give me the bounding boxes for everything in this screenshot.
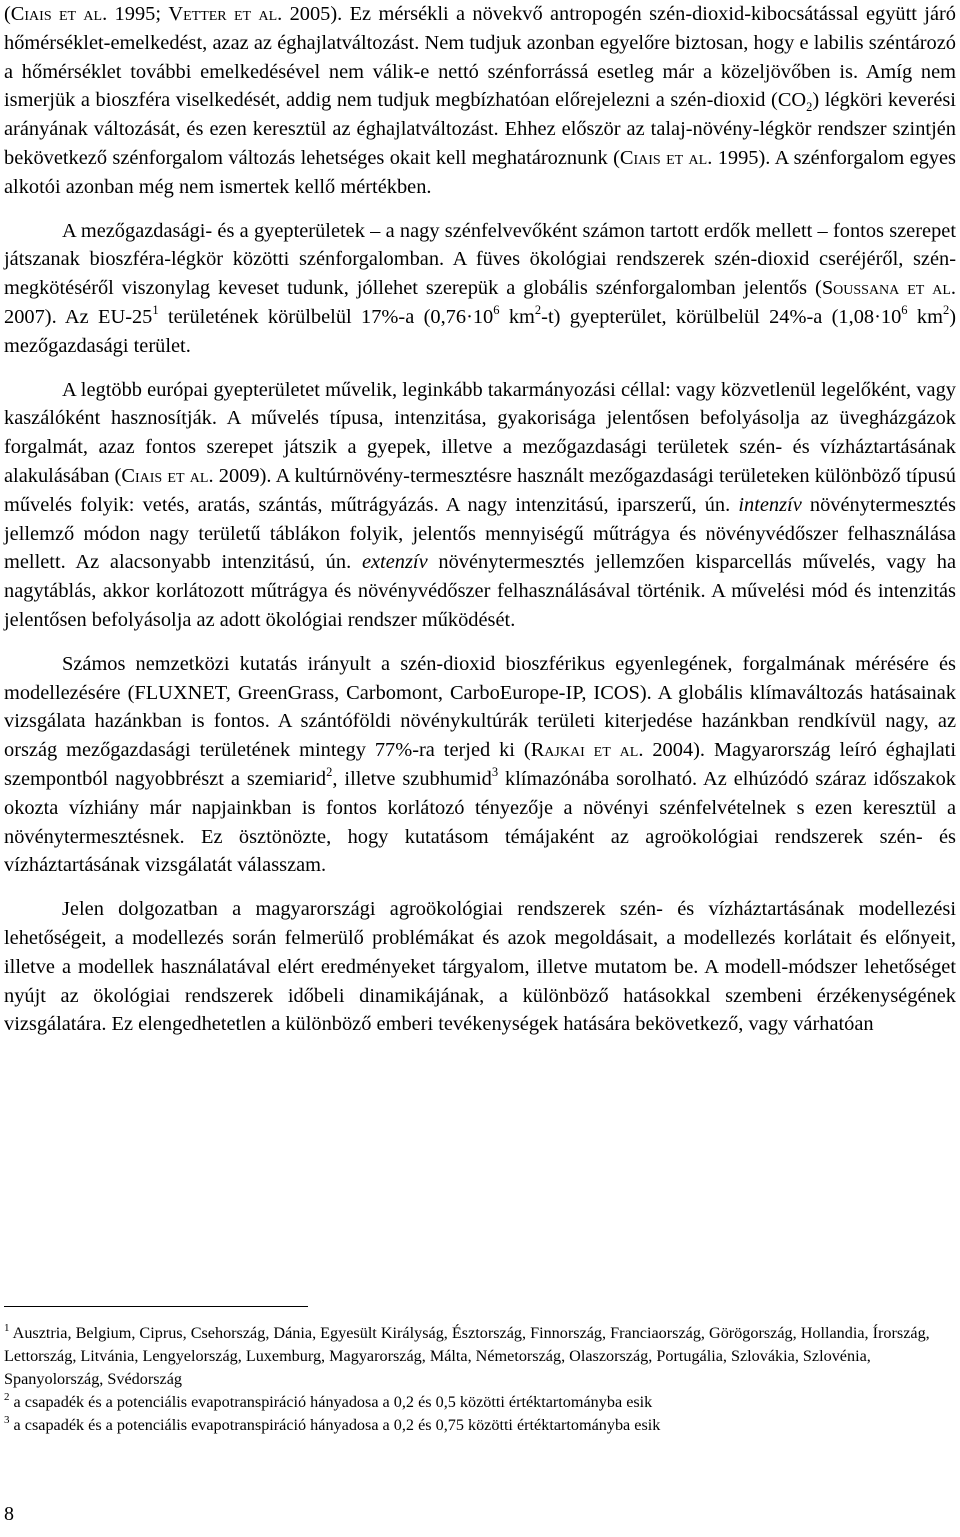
footnote-1 [4,1322,956,1391]
footnote-ref-2[interactable]: 2 [326,765,333,780]
text-run: 1995; [107,3,169,25]
text-run: klímazónába sorolható. Az elhúzódó száraz időszakok okozta vízhiány már napjainkban is fontos korlátozó tényezője a növényi szénfelvételnek s ezen keresztül a növénytermesztésnek. Ez ösztönözte, hogy kutatásom témájaként az agroökológiai rendszerek szén- és vízháztartásának vizsgálatát válasszam. [4,767,956,877]
paragraph-2 [4,217,956,361]
text-run: ( [4,3,11,25]
text-run: növénytermesztés jellemző módon nagy területű táblákon folyik, jelentős mennyiségű műtrágya és növényvédőszer felhasználása mellett. Az alacsonyabb intenzitású, ún. [4,493,956,574]
footnote-mark: 1 [4,1321,10,1334]
document-body [4,0,956,1039]
exponent: 6 [493,303,500,318]
citation-rajkai-2004: Rajkai et al. [530,739,644,762]
exponent: 2 [534,303,542,318]
footnote-text: Ausztria, Belgium, Ciprus, Csehország, Dánia, Egyesült Királyság, Észtország, Finnország, Franciaország, Görögország, Hollandia, Írország, Lettország, Litvánia, Lengyelország, Luxemburg, Magyarország, Málta, Németország, Olaszország, Portugália, Szlovákia, Szlovénia, Spanyolország, Svédország [4,1324,930,1388]
text-run: 1995). A szénforgalom egyes alkotói azonban még nem ismertek kellő mértékben. [4,146,956,198]
paragraph-5 [4,895,956,1039]
footnote-3 [4,1414,956,1437]
footnote-separator [4,1306,308,1307]
subscript-co2: 2 [806,100,813,115]
text-run: ) mezőgazdasági terület. [4,305,956,357]
footnote-mark: 3 [4,1413,10,1426]
text-run: 2005). Ez mérsékli a növekvő antropogén szén-dioxid-kibocsátással együtt járó hőmérséklet-emelkedést, azaz az éghajlatváltozást. Nem tudjuk azonban egyelőre biztosan, hogy e labilis széntározó a hőmérséklet további emelkedésével nem válik-e nettó szénforrássá esetleg már a közeljövőben is. Amíg nem ismerjük a bioszféra viselkedését, addig nem tudjuk megbízhatóan előrejelezni a szén-dioxid (CO [4,3,956,112]
text-run: Számos nemzetközi kutatás irányult a szén-dioxid bioszférikus egyenlegének, forgalmának mérésére és modellezésére (FLUXNET, GreenGrass, Carbomont, CarboEurope-IP, ICOS). A globális klímaváltozás hatásainak vizsgálata hazánkban is fontos. A szántóföldi növénykultúrák területi kiterjedése hazánkban rendkívül nagy, az ország mezőgazdasági területének mintegy 77%-ra terjed ki ( [4,652,956,762]
footnote-2 [4,1391,956,1414]
text-run: 2009). A kultúrnövény-termesztésre használt mezőgazdasági területeken különböző típusú művelés folyik: vetés, aratás, szántás, műtrágyázás. A nagy intenzitású, iparszerű, ún. [4,464,956,516]
citation-vetter-2005: Vetter et al. [168,3,283,25]
citation-ciais-1995: Ciais et al. [10,3,108,25]
footnote-ref-1[interactable]: 1 [152,303,159,318]
exponent: 2 [942,303,950,318]
text-run: Jelen dolgozatban a magyarországi agroökológiai rendszerek szén- és vízháztartásának modellezési lehetőségeit, a modellezés során felmerülő problémákat és azok megoldásait, a modellezés korlátait és előnyeit, illetve a modellek használatával elért eredményeket tárgyalom, illetve mutatom be. A modell-módszer lehetőséget nyújt az ökológiai rendszerek időbeli dinamikájának, a különböző hatásokkal szembeni érzékenységének vizsgálatára. Ez elengedhetetlen a különböző emberi tevékenységek hatására bekövetkező, vagy várhatóan [4,898,956,1036]
text-run: ) légköri keverési arányának változását, és ezen keresztül az éghajlatváltozást. Ehhez először az talaj-növény-légkör rendszer szintjén bekövetkező szénforgalom változás lehetséges okait kell meghatároznunk ( [4,89,956,169]
text-run: A legtöbb európai gyepterületet művelik, leginkább takarmányozási céllal: vagy közvetlenül legelőként, vagy kaszálóként hasznosítják. A művelés típusa, intenzitása, gyakorisága jelentősen befolyásolja az üvegházgázok forgalmát, azaz fontos szerepet játszik a gyepek, illetve a mezőgazdasági területek szén- és vízháztartásának alakulásában ( [4,378,956,487]
exponent: 6 [901,303,908,318]
citation-ciais-1995-b: Ciais et al. [619,146,713,169]
text-run: 2004). Magyarország leíró éghajlati szempontból nagyobbrészt a szemiarid [4,739,956,790]
text-run: -t) gyepterület, körülbelül 24%-a (1,08·10 [541,305,902,328]
text-run: , illetve szubhumid [332,767,492,790]
footnote-mark: 2 [4,1390,10,1403]
footnotes [4,1322,956,1437]
term-intenziv: intenzív [738,493,802,516]
paragraph-3 [4,376,956,635]
text-run: km [907,305,943,328]
paragraph-4 [4,650,956,880]
footnote-text: a csapadék és a potenciális evapotranspiráció hányadosa a 0,2 és 0,5 közötti értéktartományba esik [9,1393,653,1411]
text-run: km [499,305,535,328]
text-run: A mezőgazdasági- és a gyepterületek – a nagy szénfelvevőként számon tartott erdők mellett – fontos szerepet játszanak bioszféra-légkör közötti szénforgalomban. A füves ökológiai rendszerek szén-dioxid cseréjéről, szén-megkötéséről viszonylag keveset tudunk, jóllehet szerepük a globális szénforgalomban jelentős ( [4,219,956,300]
paragraph-1 [4,0,956,202]
citation-ciais-2009: Ciais et al. [121,464,214,487]
footnote-ref-3[interactable]: 3 [491,765,499,780]
text-run: növénytermesztés jellemzően kisparcellás művelés, vagy ha nagytáblás, akkor korlátozott műtrágya és növényvédőszer felhasználásával történik. A művelési mód és intenzitás jelentősen befolyásolja az adott ökológiai rendszer működését. [4,551,956,631]
text-run: 2007). Az EU-25 [4,305,153,328]
term-extenziv: extenzív [361,551,428,574]
citation-soussana-2007: Soussana et al. [821,277,956,300]
footnote-text: a csapadék és a potenciális evapotranspiráció hányadosa a 0,2 és 0,75 közötti értéktartományba esik [9,1416,661,1434]
page-number: 8 [4,1503,14,1525]
text-run: területének körülbelül 17%-a (0,76·10 [158,305,494,328]
